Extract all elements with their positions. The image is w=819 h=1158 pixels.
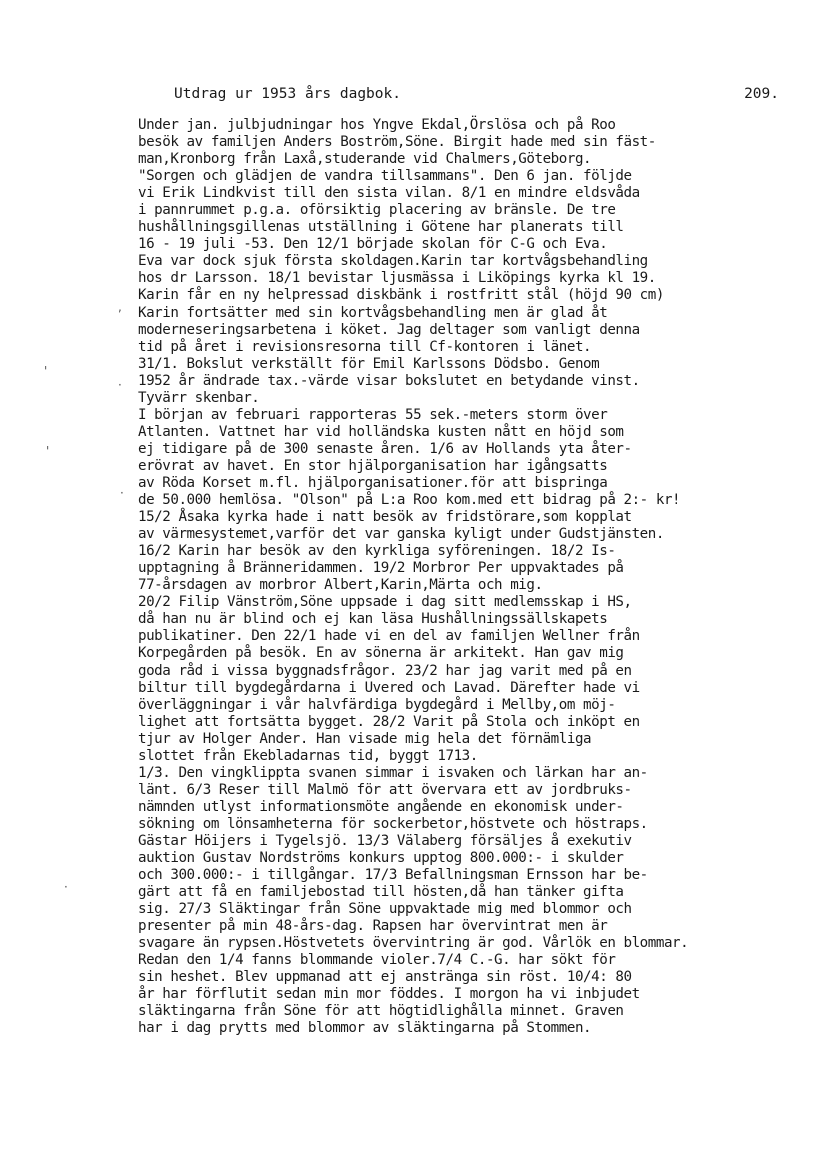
text-line: erövrat av havet. En stor hjälporganisation har igångsatts: [138, 457, 608, 474]
text-line: och 300.000:- i tillgångar. 17/3 Befallningsman Ernsson har be-: [138, 867, 648, 884]
text-line: 16 - 19 juli -53. Den 12/1 började skolan för C-G och Eva.: [138, 236, 608, 253]
margin-tick-mark: ': [46, 444, 50, 458]
text-line: Karin fortsätter med sin kortvågsbehandling men är glad åt: [138, 304, 608, 321]
text-line: hos dr Larsson. 18/1 bevistar ljusmässa i Liköpings kyrka kl 19.: [138, 270, 656, 287]
text-line: Tyvärr skenbar.: [138, 389, 260, 406]
text-line: svagare än rypsen.Höstvetets övervintring är god. Vårlök en blommar.: [138, 935, 689, 952]
text-line: sökning om lönsamheterna för sockerbetor,höstvete och höstraps.: [138, 815, 648, 832]
text-line: Gästar Höijers i Tygelsjö. 13/3 Välaberg försäljes å exekutiv: [138, 832, 632, 849]
margin-tick-mark: ': [44, 364, 48, 378]
margin-dot-mark: ·: [64, 880, 68, 894]
text-line: släktingarna från Söne för att högtidlighålla minnet. Graven: [138, 1003, 624, 1020]
text-line: goda råd i vissa byggnadsfrågor. 23/2 har jag varit med på en: [138, 662, 632, 679]
text-line: vi Erik Lindkvist till den sista vilan. 8/1 en mindre eldsvåda: [138, 185, 640, 202]
text-line: presenter på min 48-års-dag. Rapsen har övervintrat men är: [138, 918, 608, 935]
text-line: 31/1. Bokslut verkställt för Emil Karlssons Dödsbo. Genom: [138, 355, 600, 372]
text-line: av Röda Korset m.fl. hjälporganisationer.för att bispringa: [138, 474, 608, 491]
text-line: sin heshet. Blev uppmanad att ej anstränga sin röst. 10/4: 80: [138, 969, 632, 986]
text-line: auktion Gustav Nordströms konkurs upptog 800.000:- i skulder: [138, 850, 624, 867]
text-line: 16/2 Karin har besök av den kyrkliga syföreningen. 18/2 Is-: [138, 543, 616, 560]
text-line: år har förflutit sedan min mor föddes. I morgon ha vi inbjudet: [138, 986, 640, 1003]
text-line: lighet att fortsätta bygget. 28/2 Varit på Stola och inköpt en: [138, 713, 640, 730]
text-line: I början av februari rapporteras 55 sek.-meters storm över: [138, 406, 608, 423]
text-line: av värmesystemet,varför det var ganska kyligt under Gudstjänsten.: [138, 526, 664, 543]
text-line: överläggningar i vår halvfärdiga bygdegård i Mellby,om möj-: [138, 696, 616, 713]
text-line: 77-årsdagen av morbror Albert,Karin,Märta och mig.: [138, 577, 543, 594]
text-line: de 50.000 hemlösa. "Olson" på L:a Roo kom.med ett bidrag på 2:- kr!: [138, 492, 681, 509]
text-line: 1/3. Den vingklippta svanen simmar i isvaken och lärkan har an-: [138, 764, 648, 781]
text-line: Under jan. julbjudningar hos Yngve Ekdal,Örslösa och på Roo: [138, 117, 616, 133]
text-line: 1952 år ändrade tax.-värde visar bokslutet en betydande vinst.: [138, 372, 640, 389]
page-header: [174, 86, 779, 106]
text-line: ej tidigare på de 300 senaste åren. 1/6 av Hollands yta åter-: [138, 440, 632, 457]
text-line: 15/2 Åsaka kyrka hade i natt besök av fridstörare,som kopplat: [138, 509, 632, 526]
text-line: hushållningsgillenas utställning i Götene har planerats till: [138, 219, 624, 236]
text-line: nämnden utlyst informationsmöte angående en ekonomisk under-: [138, 798, 624, 815]
text-line: man,Kronborg från Laxå,studerande vid Chalmers,Göteborg.: [138, 151, 592, 168]
text-line: Atlanten. Vattnet har vid holländska kusten nått en höjd som: [138, 423, 624, 440]
text-line: tjur av Holger Ander. Han visade mig hela det förnämliga: [138, 730, 592, 747]
text-line: Redan den 1/4 fanns blommande violer.7/4 C.-G. har sökt för: [138, 952, 616, 969]
text-line: Eva var dock sjuk första skoldagen.Karin tar kortvågsbehandling: [138, 253, 648, 270]
text-line: Karin får en ny helpressad diskbänk i rostfritt stål (höjd 90 cm): [138, 287, 664, 304]
text-line: slottet från Ekebladarnas tid, byggt 1713.: [138, 747, 478, 764]
text-line: besök av familjen Anders Boström,Söne. Birgit hade med sin fäst-: [138, 134, 656, 151]
text-line: i pannrummet p.g.a. oförsiktig placering av bränsle. De tre: [138, 202, 616, 219]
text-line: biltur till bygdegårdarna i Uvered och Lavad. Därefter hade vi: [138, 679, 640, 696]
diary-text: [138, 117, 813, 1038]
page-number: 209.: [744, 86, 779, 102]
text-line: moderneseringsarbetena i köket. Jag deltager som vanligt denna: [138, 321, 640, 338]
margin-dot-mark: ·: [120, 486, 124, 500]
text-line: sig. 27/3 Släktingar från Söne uppvaktade mig med blommor och: [138, 901, 632, 918]
text-line: har i dag prytts med blommor av släktingarna på Stommen.: [138, 1020, 592, 1037]
text-line: tid på året i revisionsresorna till Cf-kontoren i länet.: [138, 338, 592, 355]
text-line: upptagning å Bränneridammen. 19/2 Morbror Per uppvaktades på: [138, 560, 624, 577]
text-line: Korpegården på besök. En av sönerna är arkitekt. Han gav mig: [138, 645, 624, 662]
text-line: länt. 6/3 Reser till Malmö för att övervara ett av jordbruks-: [138, 781, 632, 798]
text-line: publikatiner. Den 22/1 hade vi en del av familjen Wellner från: [138, 628, 640, 645]
text-line: 20/2 Filip Vänström,Söne uppsade i dag sitt medlemsskap i HS,: [138, 594, 632, 611]
document-title: Utdrag ur 1953 års dagbok.: [174, 86, 401, 102]
text-line: "Sorgen och glädjen de vandra tillsammans". Den 6 jan. följde: [138, 168, 632, 185]
margin-dot-mark: ·: [118, 378, 122, 392]
text-line: då han nu är blind och ej kan läsa Hushållningssällskapets: [138, 611, 608, 628]
margin-tick-mark: ,: [118, 300, 122, 314]
text-line: gärt att få en familjebostad till hösten,då han tänker gifta: [138, 884, 624, 901]
